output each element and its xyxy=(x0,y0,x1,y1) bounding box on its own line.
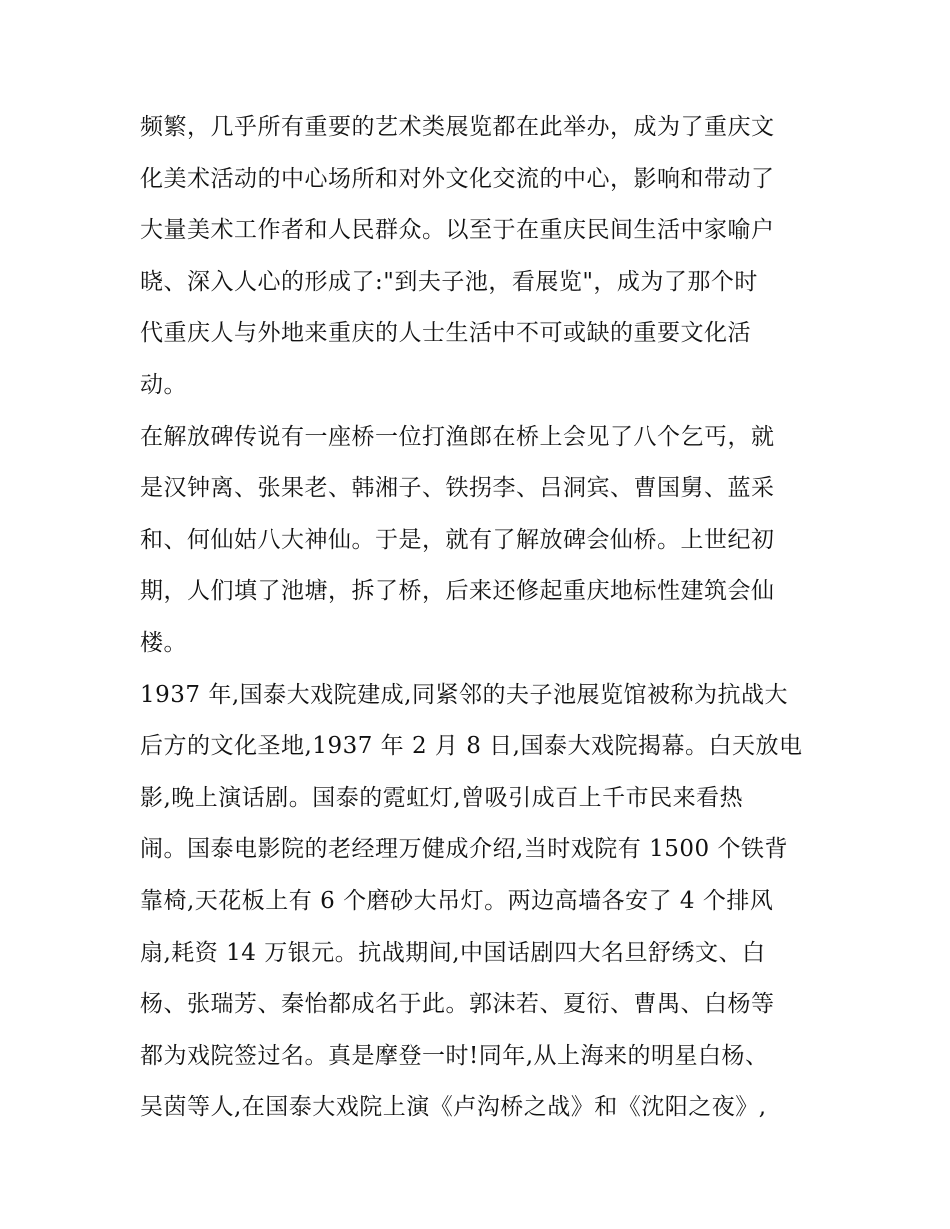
text-line: 闹。国泰电影院的老经理万健成介绍,当时戏院有 1500 个铁背 xyxy=(140,836,788,863)
body-text xyxy=(140,102,820,1134)
text-line: 和、何仙姑八大神仙。于是，就有了解放碑会仙桥。上世纪初 xyxy=(140,526,775,553)
text-line: 都为戏院签过名。真是摩登一时!同年,从上海来的明星白杨、 xyxy=(140,1042,769,1069)
text-line: 在解放碑传说有一座桥一位打渔郎在桥上会见了八个乞丐，就 xyxy=(140,423,775,450)
text-line: 是汉钟离、张果老、韩湘子、铁拐李、吕洞宾、曹国舅、蓝采 xyxy=(140,475,775,502)
text-line: 晓、深入人心的形成了:"到夫子池，看展览"，成为了那个时 xyxy=(140,268,758,295)
text-line: 楼。 xyxy=(140,629,187,656)
text-line: 扇,耗资 14 万银元。抗战期间,中国话剧四大名旦舒绣文、白 xyxy=(140,939,766,966)
text-line: 杨、张瑞芳、秦怡都成名于此。郭沫若、夏衍、曹禺、白杨等 xyxy=(140,991,775,1018)
text-line: 化美术活动的中心场所和对外文化交流的中心，影响和带动了 xyxy=(140,165,775,192)
text-line: 后方的文化圣地,1937 年 2 月 8 日,国泰大戏院揭幕。白天放电 xyxy=(140,733,803,760)
text-line: 代重庆人与外地来重庆的人士生活中不可或缺的重要文化活 xyxy=(140,320,751,347)
text-line: 吴茵等人,在国泰大戏院上演《卢沟桥之战》和《沈阳之夜》, xyxy=(140,1094,767,1121)
text-line: 靠椅,天花板上有 6 个磨砂大吊灯。两边高墙各安了 4 个排风 xyxy=(140,887,774,914)
text-line: 影,晚上演话剧。国泰的霓虹灯,曾吸引成百上千市民来看热 xyxy=(140,784,744,811)
text-line: 1937 年,国泰大戏院建成,同紧邻的夫子池展览馆被称为抗战大 xyxy=(140,681,788,708)
text-line: 频繁，几乎所有重要的艺术类展览都在此举办，成为了重庆文 xyxy=(140,114,775,140)
text-line: 动。 xyxy=(140,371,187,398)
text-line: 期，人们填了池塘，拆了桥，后来还修起重庆地标性建筑会仙 xyxy=(140,578,775,605)
text-line: 大量美术工作者和人民群众。以至于在重庆民间生活中家喻户 xyxy=(140,217,775,244)
